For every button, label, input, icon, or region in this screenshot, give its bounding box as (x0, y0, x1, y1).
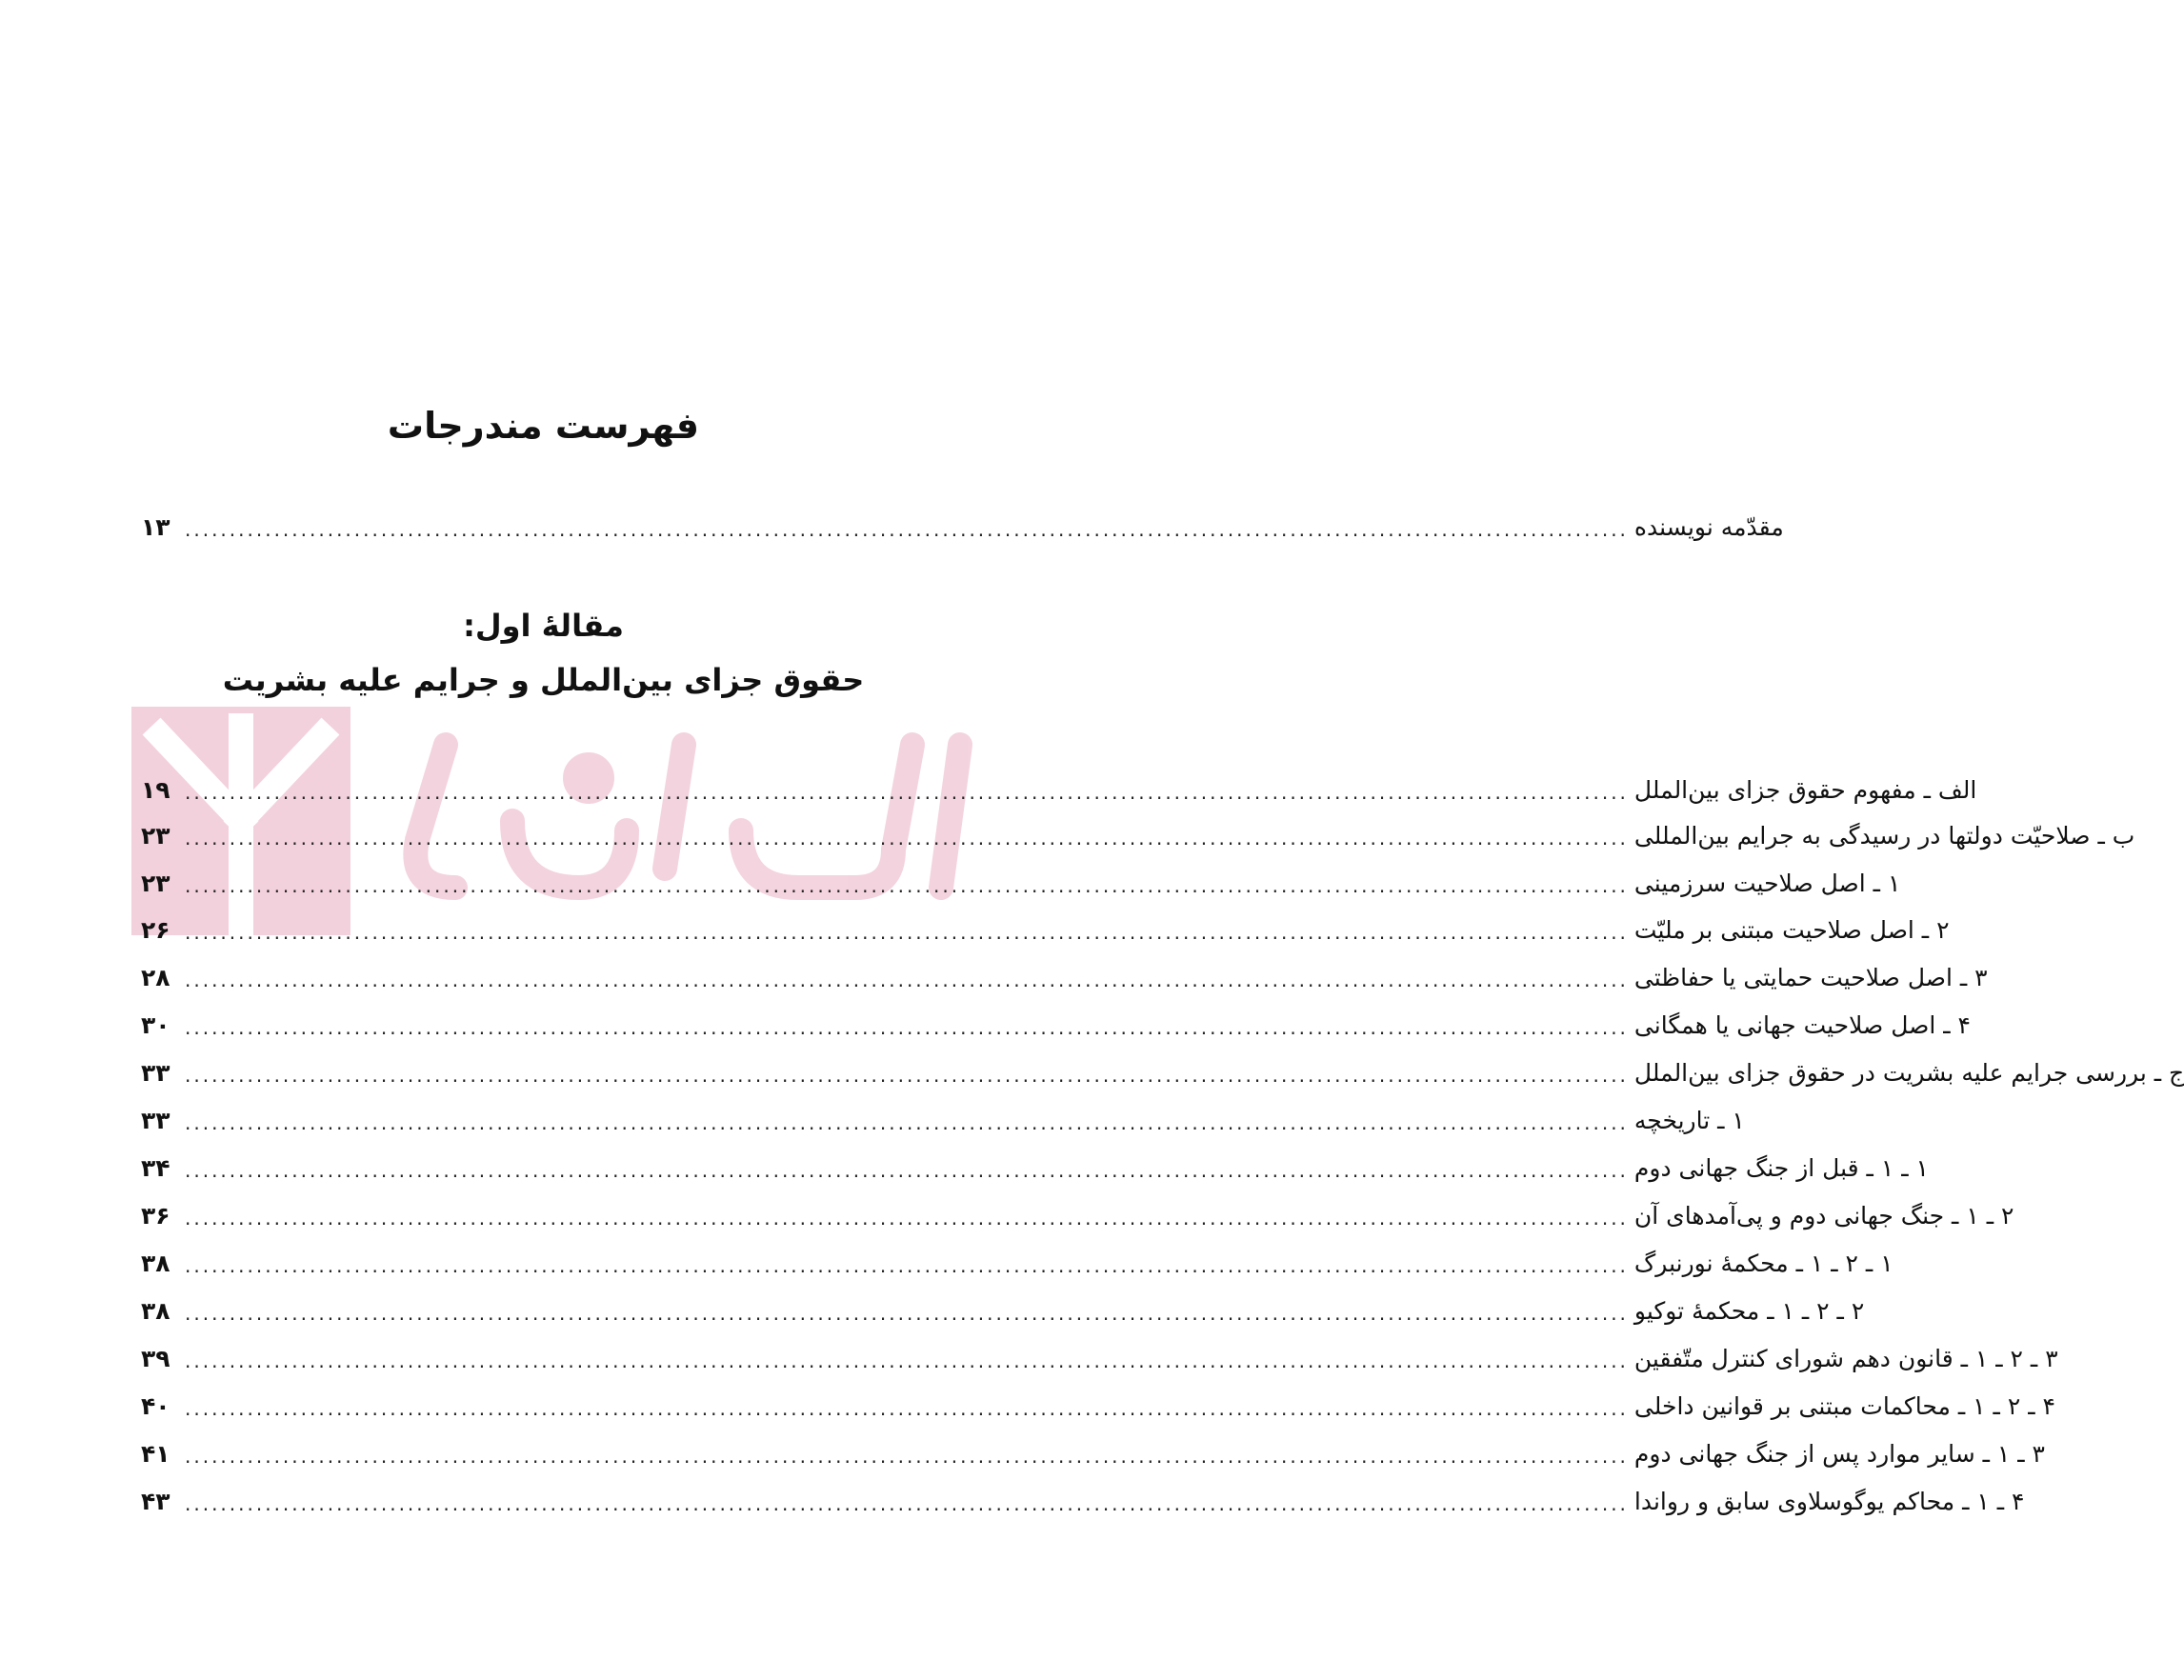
page-number: ۲۸ (141, 963, 170, 991)
toc-entry (141, 1244, 1893, 1282)
entry-title: ۳ ـ ۲ ـ ۱ ـ قانون دهم شورای کنترل متّفقین (1633, 1344, 2058, 1372)
page-number: ۳۰ (141, 1010, 170, 1039)
dot-leader: .................................................................................................................................................................. (185, 1016, 1629, 1039)
entry-title: ب ـ صلاحیّت دولتها در رسیدگی به جرایم بین‌المللی (1633, 821, 2135, 850)
toc-entry (141, 1053, 2184, 1091)
dot-leader: .................................................................................................................................................................. (185, 1492, 1629, 1515)
entry-title: ۴ ـ ۲ ـ ۱ ـ محاکمات مبتنی بر قوانین داخلی (1633, 1391, 2055, 1420)
page-number: ۱۹ (141, 775, 170, 804)
toc-entry (141, 864, 1901, 902)
entry-title: ۱ ـ اصل صلاحیت سرزمینی (1633, 869, 1901, 897)
toc-entry (141, 1149, 1929, 1187)
toc-entry (141, 770, 1977, 809)
dot-leader: .................................................................................................................................................................. (185, 874, 1629, 897)
dot-leader: .................................................................................................................................................................. (185, 921, 1629, 944)
entry-title: ۲ ـ ۲ ـ ۱ ـ محکمهٔ توکیو (1633, 1296, 1865, 1325)
dot-leader: .................................................................................................................................................................. (185, 1159, 1629, 1182)
entry-title: ۴ ـ ۱ ـ محاکم یوگوسلاوی سابق و رواندا (1633, 1487, 2025, 1515)
page-number: ۳۸ (141, 1296, 170, 1325)
page-number: ۲۳ (141, 821, 170, 850)
page-title: فهرست مندرجات (387, 405, 700, 447)
entry-title: ۱ ـ ۲ ـ ۱ ـ محکمهٔ نورنبرگ (1633, 1249, 1893, 1277)
dot-leader: .................................................................................................................................................................. (185, 827, 1629, 850)
dot-leader: .................................................................................................................................................................. (185, 1445, 1629, 1468)
entry-title: ۱ ـ ۱ ـ قبل از جنگ جهانی دوم (1633, 1153, 1929, 1182)
toc-entry (141, 1482, 2025, 1520)
page-number: ۳۳ (141, 1106, 170, 1134)
toc-entry (141, 1387, 2055, 1425)
section-subheading: حقوق جزای بین‌الملل و جرایم علیه بشریت (222, 662, 865, 698)
page-number: ۲۶ (141, 915, 170, 944)
page-number: ۲۳ (141, 869, 170, 897)
entry-title: ۴ ـ اصل صلاحیت جهانی یا همگانی (1633, 1010, 1971, 1039)
page-number: ۴۱ (141, 1439, 170, 1468)
toc-entry (141, 1101, 1745, 1139)
toc-entry (141, 1006, 1971, 1044)
dot-leader: .................................................................................................................................................................. (185, 1064, 1629, 1087)
toc-entry (141, 1291, 1865, 1330)
dot-leader: .................................................................................................................................................................. (185, 1397, 1629, 1420)
entry-title: ۳ ـ ۱ ـ سایر موارد پس از جنگ جهانی دوم (1633, 1439, 2045, 1468)
dot-leader: .................................................................................................................................................................. (185, 1254, 1629, 1277)
toc-entry (141, 1196, 2014, 1234)
page-number: ۱۳ (141, 512, 170, 541)
dot-leader: .................................................................................................................................................................. (185, 1207, 1629, 1230)
entry-title: مقدّمه نویسنده (1633, 512, 1784, 541)
entry-title: ۳ ـ اصل صلاحیت حمایتی یا حفاظتی (1633, 963, 1988, 991)
entry-title: ۱ ـ تاریخچه (1633, 1106, 1745, 1134)
entry-title: الف ـ مفهوم حقوق جزای بین‌الملل (1633, 775, 1977, 804)
toc-entry (141, 1434, 2045, 1472)
dot-leader: .................................................................................................................................................................. (185, 518, 1629, 541)
dot-leader: .................................................................................................................................................................. (185, 1350, 1629, 1372)
dot-leader: .................................................................................................................................................................. (185, 1111, 1629, 1134)
toc-entry (141, 1339, 2058, 1377)
dot-leader: .................................................................................................................................................................. (185, 969, 1629, 991)
toc-entry (141, 958, 1988, 996)
entry-title: ۲ ـ اصل صلاحیت مبتنی بر ملیّت (1633, 915, 1950, 944)
dot-leader: .................................................................................................................................................................. (185, 781, 1629, 804)
page-number: ۳۴ (141, 1153, 170, 1182)
entry-title: ج ـ بررسی جرایم علیه بشریت در حقوق جزای بین‌الملل (1633, 1058, 2184, 1087)
section-heading: مقالهٔ اول: (463, 608, 624, 644)
page-number: ۳۶ (141, 1201, 170, 1230)
toc-entry (141, 910, 1950, 949)
entry-title: ۲ ـ ۱ ـ جنگ جهانی دوم و پی‌آمدهای آن (1633, 1201, 2014, 1230)
toc-entry (141, 816, 2135, 854)
page-number: ۳۹ (141, 1344, 170, 1372)
page-number: ۳۸ (141, 1249, 170, 1277)
toc-intro-line (141, 508, 1784, 546)
page-number: ۴۳ (141, 1487, 170, 1515)
page-number: ۳۳ (141, 1058, 170, 1087)
dot-leader: .................................................................................................................................................................. (185, 1302, 1629, 1325)
page-number: ۴۰ (141, 1391, 170, 1420)
